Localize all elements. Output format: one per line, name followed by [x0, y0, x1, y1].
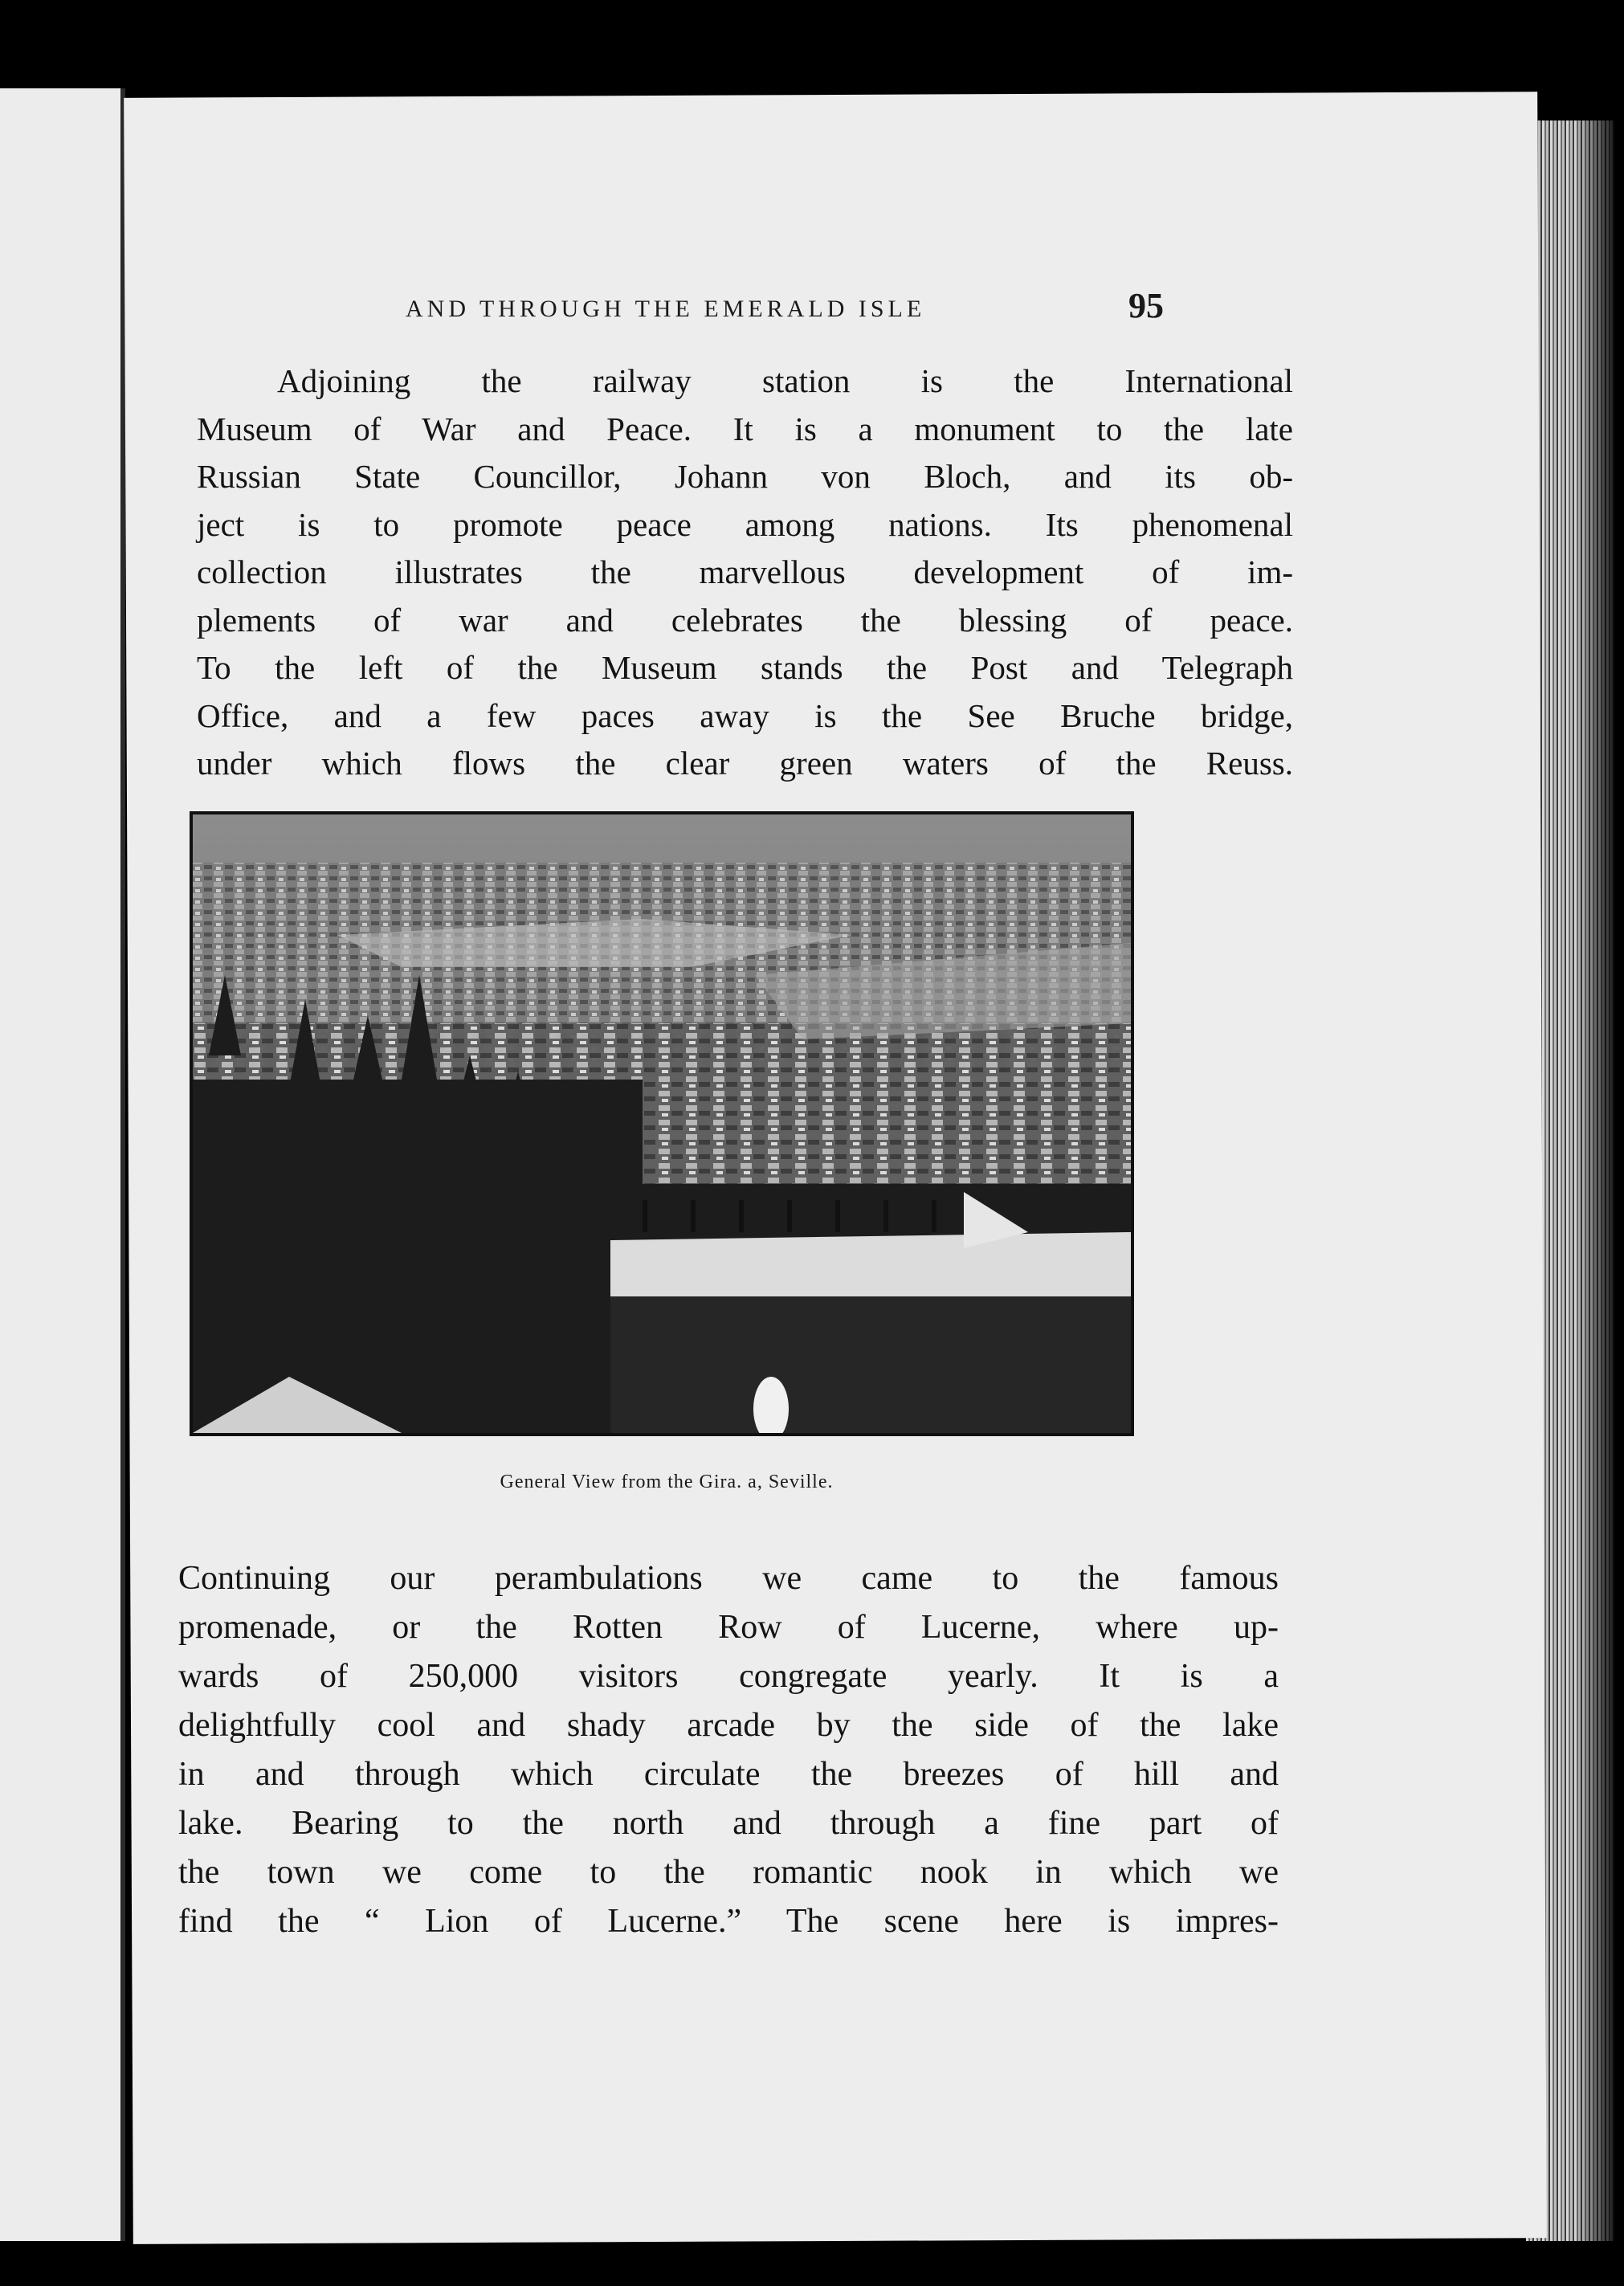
text-line: To the left of the Museum stands the Post and Telegraph — [197, 649, 1293, 686]
text-line: Museum of War and Peace. It is a monument to the late — [197, 410, 1293, 447]
text-line: promenade, or the Rotten Row of Lucerne, where up- — [178, 1609, 1279, 1646]
text-line: find the “ Lion of Lucerne.” The scene here is impres- — [178, 1903, 1279, 1940]
paragraph-promenade — [178, 1554, 1279, 1946]
text-line: delightfully cool and shady arcade by the side of the lake — [178, 1707, 1279, 1744]
text-line: plements of war and celebrates the blessing of peace. — [197, 601, 1293, 639]
photograph-seville-view — [190, 811, 1134, 1436]
previous-page-edge — [0, 88, 125, 2241]
text-line: in and through which circulate the breezes of hill and — [178, 1756, 1279, 1793]
text-line: Russian State Councillor, Johann von Bloch, and its ob- — [197, 458, 1293, 495]
text-line: ject is to promote peace among nations. Its phenomenal — [197, 505, 1293, 543]
paragraph-museum — [197, 357, 1293, 788]
city-photo-illustration — [193, 814, 1131, 1433]
text-line: under which flows the clear green waters of the Reuss. — [197, 745, 1293, 782]
text-line: collection illustrates the marvellous development of im- — [197, 553, 1293, 590]
text-line: wards of 250,000 visitors congregate yearly. It is a — [178, 1658, 1279, 1695]
text-line: Office, and a few paces away is the See Bruche bridge, — [197, 696, 1293, 734]
text-line: Continuing our perambulations we came to the famous — [178, 1560, 1279, 1597]
text-line: Adjoining the railway station is the International — [277, 362, 1293, 399]
text-line: the town we come to the romantic nook in which we — [178, 1854, 1279, 1891]
running-head: AND THROUGH THE EMERALD ISLE — [406, 296, 926, 322]
page-number: 95 — [1128, 286, 1164, 325]
figure-caption: General View from the Gira. a, Seville. — [500, 1472, 834, 1492]
text-line: lake. Bearing to the north and through a fine part of — [178, 1805, 1279, 1842]
